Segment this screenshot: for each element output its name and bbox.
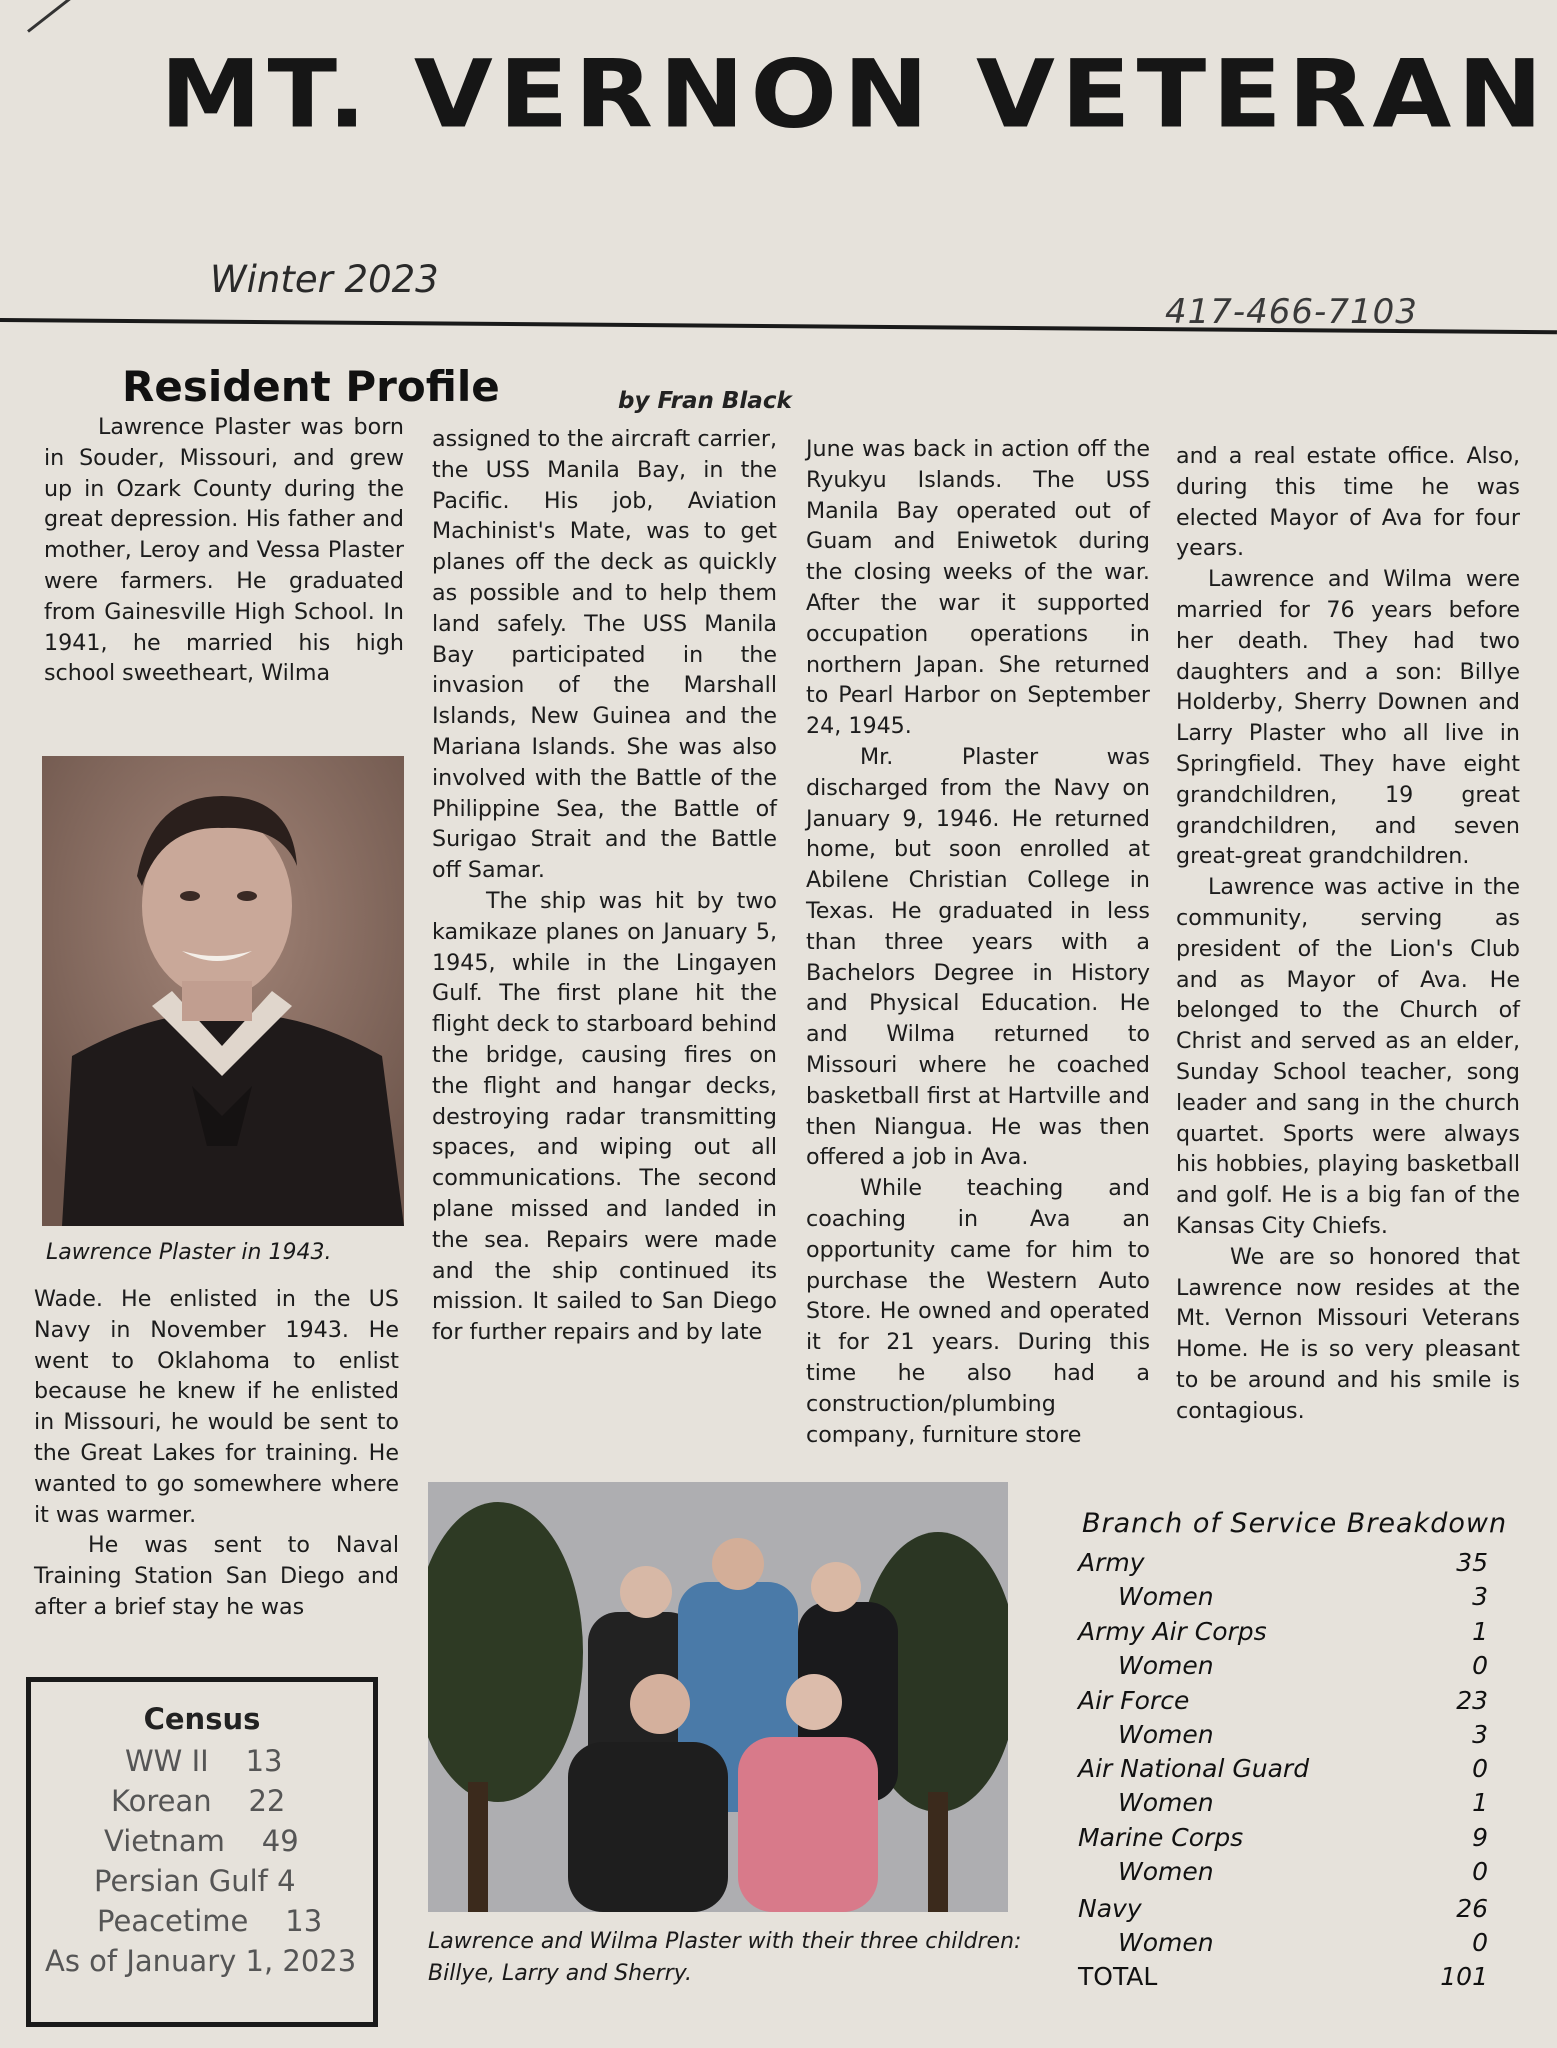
paragraph: and a real estate office. Also, during this time he was elected Mayor of Ava for four years. <box>1176 443 1520 562</box>
paragraph: Lawrence and Wilma were married for 76 years before her death. They had two daughters and a son: Billye Holderby, Sherry Downen and Larry Plaster who all live in Springfield. They have eight grandchildren, 19 great grandchildren, and seven great-great grandchildren. <box>1176 566 1520 870</box>
paragraph: Lawrence was active in the community, serving as president of the Lion's Club and as Mayor of Ava. He belonged to the Church of Christ and served as an elder, Sunday School teacher, song leader and sang in the church quartet. Sports were always his hobbies, playing basketball and golf. He is a big fan of the Kansas City Chiefs. <box>1176 874 1520 1239</box>
paragraph: Mr. Plaster was discharged from the Navy on January 9, 1946. He returned home, but soon enrolled at Abilene Christian College in Texas. He graduated in less than three years with a Bachelors Degree in History and Physical Education. He and Wilma returned to Missouri where he coached basketball first at Hartville and then Niangua. He was then offered a job in Ava. <box>806 743 1150 1171</box>
census-title: Census <box>143 1702 261 1736</box>
branch-title: Branch of Service Breakdown <box>1082 1508 1508 1539</box>
section-title: Resident Profile <box>122 362 500 411</box>
census-row: Peacetime 13 <box>97 1904 323 1938</box>
family-photo-caption: Lawrence and Wilma Plaster with their three children: Billye, Larry and Sherry. <box>428 1929 1022 1986</box>
census-row: Korean 22 <box>111 1784 286 1818</box>
byline: by Fran Black <box>618 388 792 414</box>
paragraph: June was back in action off the Ryukyu Islands. The USS Manila Bay operated out of Guam and Eniwetok during the closing weeks of the war. After the war it supported occupation operations in northern Japan. She returned to Pearl Harbor on September 24, 1945. <box>806 436 1150 740</box>
family-photo <box>428 1482 1008 1912</box>
issue-season: Winter 2023 <box>210 258 439 301</box>
phone-number: 417-466-7103 <box>1165 292 1418 332</box>
paragraph: We are so honored that Lawrence now resides at the Mt. Vernon Missouri Veterans Home. He is so very pleasant to be around and his smile is contagious. <box>1176 1243 1520 1424</box>
masthead-title: MT. VERNON VETERAN <box>160 40 1549 150</box>
article-column-3 <box>806 434 1150 1450</box>
census-asof: As of January 1, 2023 <box>45 1944 357 1978</box>
paragraph: assigned to the aircraft carrier, the USS Manila Bay, in the Pacific. His job, Aviation Machinist's Mate, was to get planes off the deck as quickly as possible and to help them land safely. The USS Manila Bay participated in the invasion of the Marshall Islands, New Guinea and the Mariana Islands. She was also involved with the Battle of the Philippine Sea, the Battle of Surigao Strait and the Battle off Samar. <box>432 426 777 884</box>
portrait-photo <box>42 756 404 1226</box>
paragraph: He was sent to Naval Training Station San Diego and after a brief stay he was <box>34 1532 399 1620</box>
family-group-image <box>428 1482 1008 1912</box>
census-box <box>26 1677 378 2027</box>
sailor-portrait-image <box>42 756 404 1226</box>
census-row: Vietnam 49 <box>104 1824 299 1858</box>
paragraph: Lawrence Plaster was born in Souder, Missouri, and grew up in Ozark County during the great depression. His father and mother, Leroy and Vessa Plaster were farmers. He graduated from Gainesville High School. In 1941, he married his high school sweetheart, Wilma <box>44 414 404 687</box>
corner-pen-mark <box>27 0 100 33</box>
article-column-4 <box>1176 441 1520 1427</box>
portrait-caption: Lawrence Plaster in 1943. <box>46 1240 332 1265</box>
article-column-2 <box>432 424 777 1348</box>
paragraph: Wade. He enlisted in the US Navy in November 1943. He went to Oklahoma to enlist because he knew if he enlisted in Missouri, he would be sent to the Great Lakes for training. He wanted to go somewhere where it was warmer. <box>34 1286 399 1528</box>
paragraph: The ship was hit by two kamikaze planes on January 5, 1945, while in the Lingayen Gulf. The first plane hit the flight deck to starboard behind the bridge, causing fires on the flight and hangar decks, destroying radar transmitting spaces, and wiping out all communications. The second plane missed and landed in the sea. Repairs were made and the ship continued its mission. It sailed to San Diego for further repairs and by late <box>432 887 777 1346</box>
census-row: WW II 13 <box>125 1744 283 1778</box>
article-column-1a <box>44 412 404 689</box>
census-row: Persian Gulf 4 <box>94 1864 296 1898</box>
article-column-1b <box>34 1284 399 1623</box>
paragraph: While teaching and coaching in Ava an opportunity came for him to purchase the Western Auto Store. He owned and operated it for 21 years. During this time he also had a construction/plumbing company, furniture store <box>806 1175 1150 1448</box>
